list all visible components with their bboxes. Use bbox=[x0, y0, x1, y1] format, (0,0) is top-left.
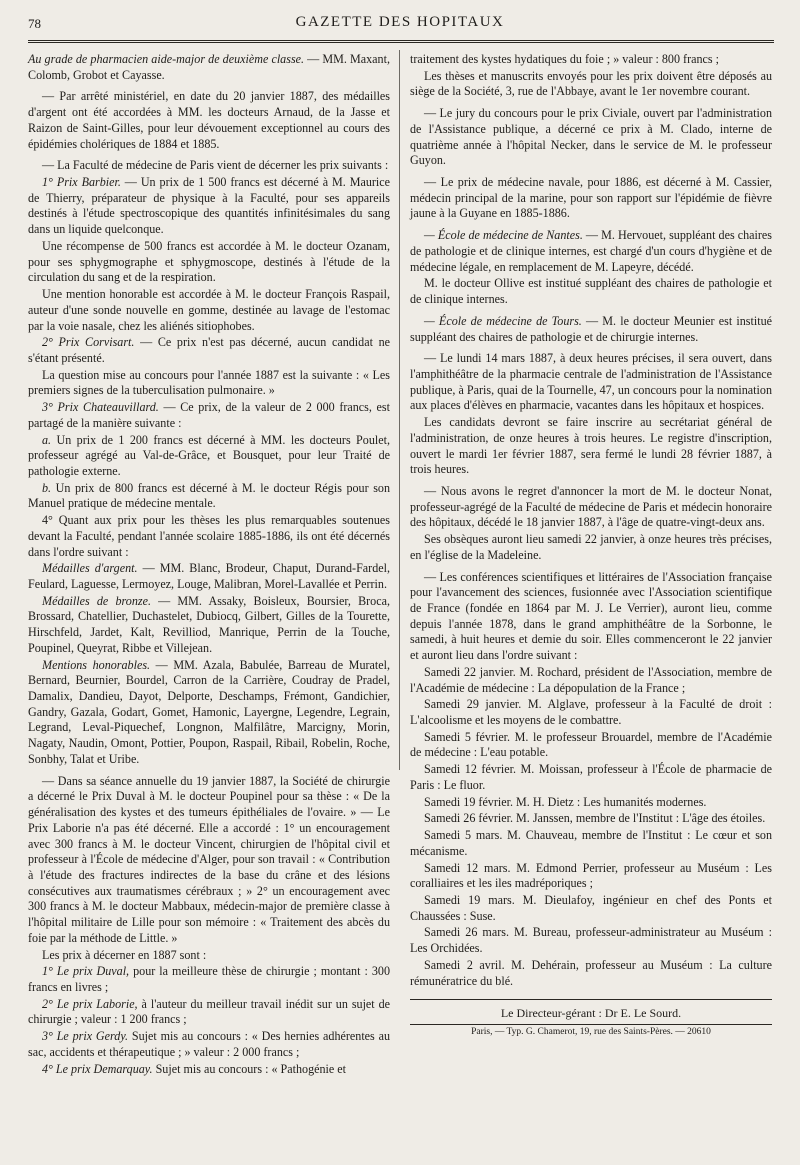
paragraph-lead: 3° Le prix Gerdy. bbox=[42, 1029, 129, 1044]
paragraph-lead: 1° Le prix Duval, bbox=[42, 964, 130, 979]
paragraph-text: pour la meilleure thèse de chirurgie ; montant : 300 francs en livres ; bbox=[28, 964, 390, 994]
paragraph bbox=[410, 228, 772, 275]
paragraph bbox=[28, 513, 390, 560]
paragraph-text: Samedi 26 février. M. Janssen, membre de l'Institut : L'âge des étoiles. bbox=[424, 811, 766, 826]
paragraph-text: Samedi 12 mars. M. Edmond Perrier, professeur au Muséum : Les coralliaires et les iles madréporiques ; bbox=[410, 860, 772, 891]
paragraph-text: Samedi 12 février. M. Moissan, professeur à l'École de pharmacie de Paris : Le fluor. bbox=[410, 762, 772, 792]
paragraph-text: — M. le docteur Meunier est institué suppléant des chaires de pathologie et de chirurgie internes. bbox=[410, 313, 772, 344]
paragraph-text: — MM. Maxant, Colomb, Grobot et Cayasse. bbox=[28, 52, 390, 82]
paragraph-text: Sujet mis au concours : « Des hernies adhérentes au sac, accidents et thérapeutique ; » valeur : 2 000 francs ; bbox=[28, 1029, 390, 1059]
paragraph-text: à l'auteur du meilleur travail inédit sur un sujet de chirurgie ; valeur : 1 200 francs ; bbox=[28, 996, 391, 1027]
paragraph bbox=[28, 158, 390, 174]
paragraph bbox=[28, 400, 390, 431]
page-number: 78 bbox=[28, 16, 41, 31]
paragraph bbox=[28, 335, 390, 366]
paragraph bbox=[28, 481, 390, 512]
paragraph bbox=[410, 314, 772, 345]
paragraph-text: — M. Hervouet, suppléant des chaires de pathologie et de clinique internes, est chargé d'un cours d'hygiène et de médecine légale, en remplacement de M. Lapeyre, décédé. bbox=[410, 228, 772, 274]
paragraph bbox=[410, 795, 772, 811]
paragraph bbox=[410, 861, 772, 892]
paragraph-text: La question mise au concours pour l'année 1887 est la suivante : « Les premiers signes de la tuberculisation pulmonaire. » bbox=[28, 367, 390, 398]
paragraph bbox=[410, 415, 772, 478]
paragraph-text: — Le lundi 14 mars 1887, à deux heures précises, il sera ouvert, dans l'amphithéâtre de la pharmacie centrale de l'administration de l'Assistance publique, à Paris, quai de la Tournelle, 47, un concours pour la nomination aux places d'élèves en pharmacie, vacantes dans les hôpitaux et hospices. bbox=[410, 351, 772, 413]
paragraph-text: Les candidats devront se faire inscrire au secrétariat général de l'administration, de onze heures à trois heures. Le registre d'inscription, ouvert le mardi 1er février 1887, sera fermé le lundi 28 février 1887, à trois heures. bbox=[410, 415, 772, 477]
paragraph-lead: Médailles d'argent. bbox=[42, 561, 138, 576]
paragraph bbox=[410, 484, 772, 531]
paragraph bbox=[28, 948, 390, 964]
paragraph-lead: Mentions honorables. bbox=[42, 657, 151, 672]
director-signature: Le Directeur-gérant : Dr E. Le Sourd. bbox=[410, 999, 772, 1022]
paragraph bbox=[410, 52, 772, 68]
paragraph bbox=[410, 811, 772, 827]
paragraph-text: Samedi 2 avril. M. Dehérain, professeur au Muséum : La culture rémunératrice du blé. bbox=[410, 957, 772, 988]
paragraph-text: Samedi 5 mars. M. Chauveau, membre de l'Institut : Le cœur et son mécanisme. bbox=[410, 828, 772, 858]
paragraph bbox=[410, 665, 772, 696]
paragraph-text: Ses obsèques auront lieu samedi 22 janvier, à onze heures très précises, en l'église de la Madeleine. bbox=[410, 532, 772, 562]
paragraph-lead: 2° Le prix Laborie, bbox=[42, 996, 138, 1011]
paragraph-lead: — École de médecine de Tours. bbox=[424, 313, 582, 328]
paragraph-text: Une mention honorable est accordée à M. le docteur François Raspail, auteur d'une sonde nouvelle en gomme, destinée au lavage de l'estomac par la voie nasale, chez les aliénés sitiophobes. bbox=[28, 287, 390, 333]
paragraph-text: Les prix à décerner en 1887 sont : bbox=[42, 947, 207, 962]
paragraph bbox=[28, 1062, 390, 1078]
paragraph-text: — Par arrêté ministériel, en date du 20 janvier 1887, des médailles d'argent ont été accordées à MM. les docteurs Arnaud, de la Jasse et Raizon de Saint-Gilles, pour leur dévouement exceptionnel au cours des épidémies cholériques de 1884 et 1885. bbox=[28, 89, 390, 151]
paragraph-text: Une récompense de 500 francs est accordée à M. le docteur Ozanam, pour ses sphygmographe et sphygmoscope, destinés à l'étude de la circulation du sang et de la respiration. bbox=[28, 238, 390, 285]
paragraph-text: — MM. Assaky, Boisleux, Boursier, Broca, Brossard, Chatellier, Duchastelet, Dubiocq, Gilbert, Gilles de la Tourette, Hirschfeld, Jardet, Kalt, Revilliod, Manrique, Perrin de la Touche, Poupinel, Queyrat, Ribbe et Villejean. bbox=[28, 593, 390, 655]
paragraph-lead: a. bbox=[42, 432, 52, 447]
paragraph bbox=[28, 594, 390, 657]
paragraph bbox=[410, 893, 772, 924]
paragraph bbox=[410, 351, 772, 414]
paragraph-text: Sujet mis au concours : « Pathogénie et bbox=[152, 1061, 347, 1076]
paragraph bbox=[28, 89, 390, 152]
paragraph bbox=[410, 532, 772, 563]
paragraph bbox=[28, 175, 390, 238]
paragraph bbox=[28, 239, 390, 286]
right-column bbox=[410, 52, 772, 1038]
paragraph bbox=[28, 433, 390, 480]
paragraph-lead: 2° Prix Corvisart. bbox=[42, 335, 135, 350]
paragraph bbox=[28, 368, 390, 399]
paragraph-text: M. le docteur Ollive est institué suppléant des chaires de pathologie et de clinique internes. bbox=[410, 276, 772, 307]
paragraph-text: — Le jury du concours pour le prix Civiale, ouvert par l'administration de l'Assistance publique, a décerné ce prix à M. Clado, interne de quatrième année à l'hôpital Necker, dans le service de M. le professeur Guyon. bbox=[410, 106, 772, 168]
paragraph bbox=[28, 658, 390, 768]
running-title: GAZETTE DES HOPITAUX bbox=[295, 14, 505, 30]
paragraph-text: — Un prix de 1 500 francs est décerné à M. Maurice de Thierry, préparateur de physique à la Faculté, pour ses appareils destinés à l'étude spectroscopique des quantités infinitésimales du sang dans un liquide quelconque. bbox=[28, 175, 390, 237]
right-column-body bbox=[410, 52, 772, 989]
paragraph-text: Samedi 19 mars. M. Dieulafoy, ingénieur en chef des Ponts et Chaussées : Suse. bbox=[410, 892, 772, 923]
paragraph bbox=[410, 570, 772, 664]
paragraph bbox=[410, 762, 772, 793]
paragraph bbox=[410, 175, 772, 222]
paragraph bbox=[28, 964, 390, 995]
paragraph bbox=[410, 730, 772, 761]
paragraph bbox=[410, 276, 772, 307]
paragraph-text: traitement des kystes hydatiques du foie ; » valeur : 800 francs ; bbox=[410, 52, 719, 66]
paragraph bbox=[28, 997, 390, 1028]
left-column bbox=[28, 52, 390, 1078]
paragraph-text: — Dans sa séance annuelle du 19 janvier 1887, la Société de chirurgie a décerné le Prix Duval à M. le docteur Poupinel pour sa thèse : « De la généralisation des kystes et des tumeurs épithéliales de l'ovaire. » — Le Prix Laborie n'a pas été décerné. Elle a accordé : 1° un encouragement avec 300 francs à M. le docteur Vincent, chirurgien de l'hôpital civil et professeur à l'École de médecine d'Alger, pour son travail : « Contribution à l'étude des fractures indirectes de la base du crâne et des lésions consécutives aux traumatismes cérébraux ; » 2° un encouragement avec 300 francs à M. le docteur Mabbaux, médecin-major de première classe à l'hôpital militaire de Lille pour son mémoire : « Traitement des abcès du foie par la méthode de Little. » bbox=[28, 773, 390, 945]
paragraph-text: Samedi 5 février. M. le professeur Brouardel, membre de l'Académie de médecine : L'eau potable. bbox=[410, 729, 772, 760]
paragraph-text: — Les conférences scientifiques et littéraires de l'Association française pour l'avancement des sciences, fusionnée avec l'Association scientifique de France (fondée en 1864 par M. J. Le Verrier), auront lieu, comme depuis l'année 1878, dans le grand amphithéâtre de la Sorbonne, le samedi, à huit heures et demie du soir. Elles commenceront le 22 janvier et auront lieu dans l'ordre suivant : bbox=[410, 569, 772, 663]
paragraph-text: Un prix de 800 francs est décerné à M. le docteur Régis pour son Manuel pratique de médecine mentale. bbox=[28, 480, 390, 511]
paragraph-text: Samedi 19 février. M. H. Dietz : Les humanités modernes. bbox=[424, 794, 707, 809]
paragraph-text: — Ce prix n'est pas décerné, aucun candidat ne s'étant présenté. bbox=[28, 335, 390, 365]
paragraph-lead: — École de médecine de Nantes. bbox=[424, 228, 583, 243]
paragraph-text: Samedi 29 janvier. M. Alglave, professeur à la Faculté de droit : L'alcoolisme et les moyens de le combattre. bbox=[410, 697, 772, 728]
paragraph-text: — Ce prix, de la valeur de 2 000 francs, est partagé de la manière suivante : bbox=[28, 400, 390, 430]
paragraph bbox=[410, 828, 772, 859]
paragraph-text: Un prix de 1 200 francs est décerné à MM. les docteurs Poulet, professeur agrégé au Val-de-Grâce, et Bousquet, pour leur Traité de pathologie externe. bbox=[28, 432, 390, 478]
paragraph bbox=[410, 925, 772, 956]
paragraph-text: — La Faculté de médecine de Paris vient de décerner les prix suivants : bbox=[42, 158, 389, 173]
paragraph-lead: b. bbox=[42, 480, 52, 495]
paragraph bbox=[28, 287, 390, 334]
paragraph bbox=[28, 561, 390, 592]
header-rule bbox=[28, 40, 774, 46]
paragraph-text: — Le prix de médecine navale, pour 1886, est décerné à M. Cassier, médecin principal de la marine, pour son rapport sur l'épidémie de fièvre jaune à la Guyane en 1885-1886. bbox=[410, 175, 772, 221]
printer-imprint: Paris, — Typ. G. Chamerot, 19, rue des Saints-Pères. — 20610 bbox=[410, 1024, 772, 1038]
paragraph-text: — Nous avons le regret d'annoncer la mort de M. le docteur Nonat, professeur-agrégé de la Faculté de médecine de Paris et médecin honoraire des hôpitaux, décédé le 18 janvier 1887, à l'âge de quatre-vingt-deux ans. bbox=[410, 483, 772, 530]
paragraph bbox=[28, 1029, 390, 1060]
paragraph-text: Samedi 22 janvier. M. Rochard, président de l'Association, membre de l'Académie de médecine : La dépopulation de la France ; bbox=[410, 664, 772, 695]
paragraph bbox=[28, 52, 390, 83]
paragraph-text: Samedi 26 mars. M. Bureau, professeur-administrateur au Muséum : Les Orchidées. bbox=[410, 925, 772, 956]
paragraph bbox=[410, 69, 772, 100]
paragraph-lead: 1° Prix Barbier. bbox=[42, 175, 121, 190]
paragraph-text: 4° Quant aux prix pour les thèses les plus remarquables soutenues devant la Faculté, pendant l'année scolaire 1885-1886, ils ont été décernés dans l'ordre suivant : bbox=[28, 513, 390, 559]
paragraph-lead: 3° Prix Chateauvillard. bbox=[42, 400, 159, 415]
column-divider bbox=[399, 50, 400, 770]
paragraph bbox=[410, 958, 772, 989]
paragraph-text: — MM. Blanc, Brodeur, Chaput, Durand-Fardel, Feulard, Laguesse, Lermoyez, Louge, Malibran, Morel-Lavallée et Perrin. bbox=[28, 561, 391, 591]
paragraph-lead: Médailles de bronze. bbox=[42, 593, 151, 608]
paragraph-lead: Au grade de pharmacien aide-major de deuxième classe. bbox=[28, 52, 305, 66]
paragraph bbox=[410, 106, 772, 169]
paragraph bbox=[28, 774, 390, 947]
paragraph-text: — MM. Azala, Babulée, Barreau de Muratel, Bernard, Beurnier, Bourdel, Carron de la Carrière, Coudray de Pradel, Damalix, Dandieu, Dayot, Delporte, Deschamps, Frémont, Gandichier, Gandry, Gazala, Godart, Gomet, Hamonic, Layergne, Legendre, Legrain, Legrand, Leval-Piquechef, Longnon, Malfilâtre, Marcigny, Morin, Nagaty, Naudin, Omont, Pottier, Poupon, Raspail, Ribail, Robelin, Roche, Sonbhy, Talat et Uribe. bbox=[28, 657, 390, 766]
paragraph-lead: 4° Le prix Demarquay. bbox=[42, 1061, 153, 1076]
paragraph bbox=[410, 697, 772, 728]
paragraph-text: Les thèses et manuscrits envoyés pour les prix doivent être déposés au siège de la Société, 3, rue de l'Abbaye, avant le 1er novembre courant. bbox=[410, 68, 772, 99]
